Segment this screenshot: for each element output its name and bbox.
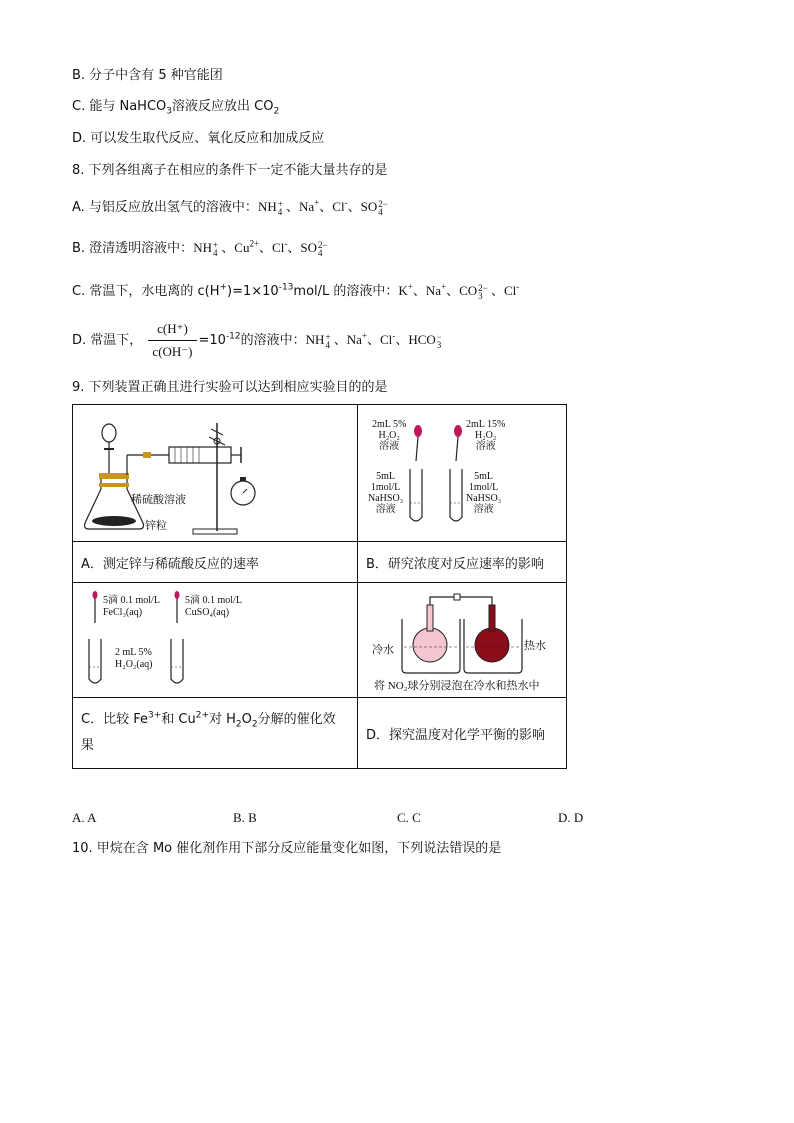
label-cuso4: 5滴 0.1 mol/L CuSO₄(aq) [185, 595, 242, 618]
label-fecl3: 5滴 0.1 mol/L FeCl₃(aq) [103, 595, 160, 618]
figure-d-caption-text: 将 NO₂球分别浸泡在冷水和热水中 [374, 680, 540, 692]
q7-option-c: C. 能与 NaHCO$_3$溶液反应放出 $CO_2$ [72, 99, 280, 117]
figure-b [358, 405, 566, 541]
concentration-ratio-fraction: $\frac{c(H^+)}{c(OH^-)}$ [148, 320, 196, 361]
figure-d [358, 583, 566, 697]
q8-option-b: B. 澄清透明溶液中：NH + 4 、$Cu^{2+}$、Cl-、SO 2− 4 [72, 238, 328, 259]
q8-option-c: C. 常温下，水电离的 $c(H^+)=1\times 10^{-13}mol/L$ 的溶液中：K+、Na+、CO 2− 3 、Cl- [72, 281, 520, 302]
label-right-bottom: 5mL 1mol/L NaHSO₃ 溶液 [466, 471, 502, 515]
answer-c: C. C [397, 810, 421, 825]
q7-option-d: D. 可以发生取代反应、氧化反应和加成反应 [72, 131, 325, 146]
answer-b: B. B [233, 810, 257, 825]
answer-d: D. D [558, 810, 584, 825]
q8-option-a: A. 与铝反应放出氢气的溶液中：NH + 4 、Na+、Cl-、SO 2− 4 [72, 197, 388, 218]
cell-b-caption: B．研究浓度对反应速率的影响 [358, 542, 567, 583]
cell-a-caption: A．测定锌与稀硫酸反应的速率 [73, 542, 358, 583]
label-left-top: 2mL 5% H₂O₂ 溶液 [372, 419, 407, 452]
q8-option-d: D. 常温下， $\frac{c(H^+)}{c(OH^-)}$ $=10^{-12}$的溶液中：NH + 4 、Na+、Cl-、HCO − 3 [72, 321, 442, 359]
label-h2o2: 2 mL 5% H₂O₂(aq) [115, 647, 153, 670]
cell-d-caption: D．探究温度对化学平衡的影响 [358, 698, 567, 769]
q8-stem: 8. 下列各组离子在相应的条件下一定不能大量共存的是 [72, 163, 388, 178]
label-hot-water: 热水 [524, 639, 546, 652]
figure-a [73, 405, 357, 541]
label-left-bottom: 5mL 1mol/L NaHSO₃ 溶液 [368, 471, 404, 515]
label-acid: 稀硫酸溶液 [131, 494, 186, 506]
q9-stem: 9. 下列装置正确且进行实验可以达到相应实验目的的是 [72, 380, 388, 395]
q10-stem: 10. 甲烷在含 Mo 催化剂作用下部分反应能量变化如图，下列说法错误的是 [72, 841, 502, 856]
experiment-table [72, 404, 567, 769]
zinc-acid-rate-apparatus [73, 405, 357, 541]
label-right-top: 2mL 15% H₂O₂ 溶液 [466, 419, 506, 452]
label-cold-water: 冷水 [372, 643, 394, 656]
q7-option-b: B. 分子中含有 5 种官能团 [72, 68, 223, 83]
label-zinc: 锌粒 [145, 520, 167, 532]
figure-c [73, 583, 357, 697]
answer-a: A. A [72, 810, 97, 825]
cell-c-caption: C．比较 $Fe^{3+}$和 $Cu^{2+}$对 $H_2O_2$分解的催化效 果 [73, 698, 358, 769]
